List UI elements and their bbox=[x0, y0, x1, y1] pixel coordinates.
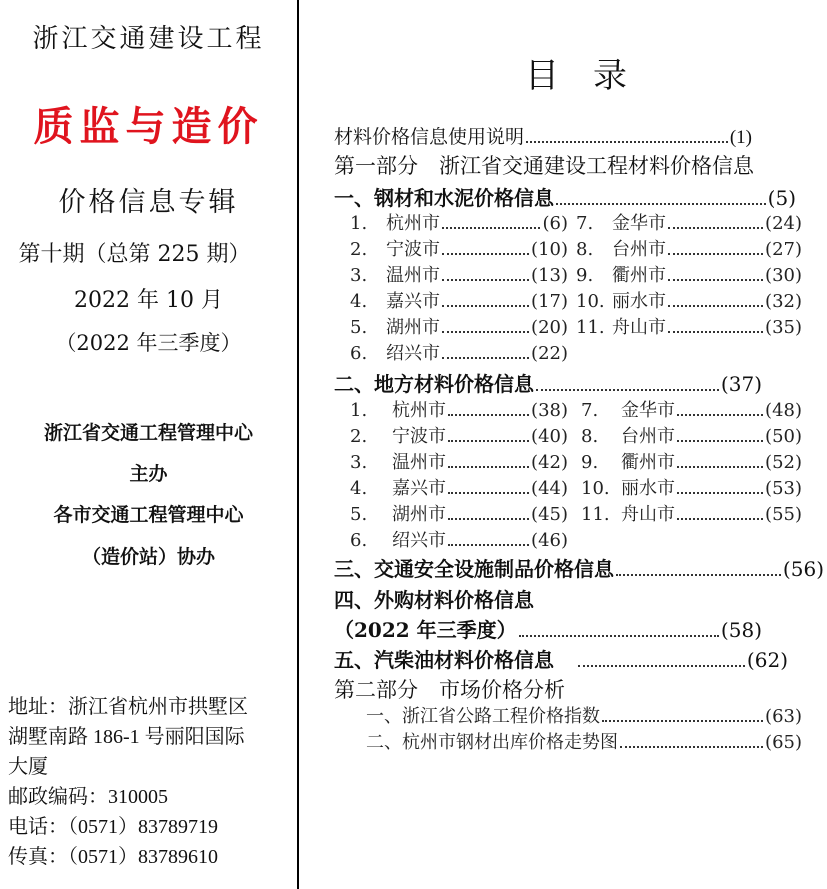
toc-page: ( 35 ) bbox=[765, 317, 802, 338]
toc-label: 五、汽柴油材料价格信息 bbox=[334, 648, 554, 672]
leader-dots bbox=[536, 389, 719, 391]
leader-dots bbox=[668, 253, 763, 255]
toc-page: ( 37 ) bbox=[721, 372, 762, 396]
toc-entry[interactable] bbox=[366, 728, 802, 754]
toc-part-heading: 第一部分 浙江省交通建设工程材料价格信息 bbox=[334, 154, 754, 178]
toc-page: ( 45 ) bbox=[531, 504, 568, 525]
cover-title: 质监与造价 bbox=[33, 103, 264, 150]
toc-label: 温州市 bbox=[386, 265, 440, 286]
toc-item-number: 1. bbox=[350, 400, 368, 421]
toc-item-number: 10. bbox=[581, 478, 610, 499]
co-host-org: 各市交通工程管理中心 bbox=[53, 504, 244, 526]
toc-label: 衢州市 bbox=[612, 265, 666, 286]
toc-item-number: 6. bbox=[350, 530, 368, 551]
toc-item-number: 5. bbox=[350, 317, 368, 338]
toc-entry[interactable] bbox=[334, 614, 762, 643]
leader-dots bbox=[677, 518, 763, 520]
toc-page: ( 58 ) bbox=[721, 618, 762, 642]
toc-page: ( 42 ) bbox=[531, 452, 568, 473]
toc-page: ( 38 ) bbox=[531, 400, 568, 421]
toc-label: 温州市 bbox=[392, 452, 446, 473]
address-line: 湖墅南路 186-1 号丽阳国际 bbox=[8, 726, 245, 748]
toc-item-number: 7. bbox=[581, 400, 599, 421]
issue-number: 第十期（总第 225 期） bbox=[18, 242, 251, 267]
toc-city-entry[interactable] bbox=[350, 261, 568, 287]
toc-city-entry[interactable] bbox=[581, 396, 802, 422]
toc-label: 衢州市 bbox=[621, 452, 675, 473]
toc-label: 杭州市 bbox=[386, 213, 440, 234]
toc-label: 嘉兴市 bbox=[392, 478, 446, 499]
toc-page: ( 6 ) bbox=[542, 213, 568, 234]
toc-label: 一、钢材和水泥价格信息 bbox=[334, 186, 554, 210]
toc-city-entry[interactable] bbox=[576, 209, 802, 235]
leader-dots bbox=[448, 440, 529, 442]
toc-label: 丽水市 bbox=[612, 291, 666, 312]
leader-dots bbox=[448, 466, 529, 468]
toc-label: 绍兴市 bbox=[386, 343, 440, 364]
leader-dots bbox=[448, 492, 529, 494]
toc-city-entry[interactable] bbox=[576, 235, 802, 261]
toc-item-number: 4. bbox=[350, 291, 368, 312]
toc-part-heading: 第二部分 市场价格分析 bbox=[334, 678, 565, 702]
leader-dots bbox=[668, 227, 763, 229]
toc-item-number: 7. bbox=[576, 213, 594, 234]
leader-dots bbox=[616, 574, 781, 576]
journal-line: 浙江交通建设工程 bbox=[32, 24, 265, 54]
toc-label: 台州市 bbox=[621, 426, 675, 447]
toc-city-entry[interactable] bbox=[576, 261, 802, 287]
toc-page: ( 56 ) bbox=[783, 557, 824, 581]
toc-entry[interactable] bbox=[334, 644, 788, 673]
toc-city-entry[interactable] bbox=[350, 209, 568, 235]
fax: 传真：（0571）83789610 bbox=[8, 846, 218, 868]
leader-dots bbox=[668, 331, 763, 333]
leader-dots bbox=[668, 279, 763, 281]
toc-item-number: 8. bbox=[576, 239, 594, 260]
leader-dots bbox=[556, 203, 766, 205]
leader-dots bbox=[677, 440, 763, 442]
toc-label: 绍兴市 bbox=[392, 530, 446, 551]
column-divider bbox=[297, 0, 299, 889]
toc-label: 二、地方材料价格信息 bbox=[334, 372, 534, 396]
leader-dots bbox=[448, 414, 529, 416]
toc-city-entry[interactable] bbox=[350, 339, 568, 365]
leader-dots bbox=[442, 253, 529, 255]
toc-label: 宁波市 bbox=[392, 426, 446, 447]
toc-page: ( 48 ) bbox=[765, 400, 802, 421]
toc-label: 四、外购材料价格信息 bbox=[334, 588, 534, 612]
toc-page: ( 40 ) bbox=[531, 426, 568, 447]
leader-dots bbox=[442, 305, 529, 307]
toc-page: ( 1 ) bbox=[730, 127, 752, 149]
toc-item-number: 1. bbox=[350, 213, 368, 234]
toc-item-number: 11. bbox=[576, 317, 605, 338]
toc-label: 二、杭州市钢材出库价格走势图 bbox=[366, 732, 618, 753]
toc-heading: 目 录 bbox=[525, 56, 627, 96]
leader-dots bbox=[677, 466, 763, 468]
toc-entry[interactable] bbox=[366, 702, 802, 728]
toc-page: ( 24 ) bbox=[765, 213, 802, 234]
toc-label: 金华市 bbox=[621, 400, 675, 421]
host-org: 浙江省交通工程管理中心 bbox=[43, 422, 253, 444]
toc-city-entry[interactable] bbox=[581, 448, 802, 474]
toc-page: ( 32 ) bbox=[765, 291, 802, 312]
toc-city-entry[interactable] bbox=[350, 235, 568, 261]
toc-label: 材料价格信息使用说明 bbox=[334, 126, 525, 148]
leader-dots bbox=[442, 331, 529, 333]
toc-label: 杭州市 bbox=[392, 400, 446, 421]
toc-page: ( 44 ) bbox=[531, 478, 568, 499]
toc-city-entry[interactable] bbox=[350, 422, 568, 448]
toc-city-entry[interactable] bbox=[350, 448, 568, 474]
toc-label: 三、交通安全设施制品价格信息 bbox=[334, 557, 614, 581]
toc-label: 湖州市 bbox=[392, 504, 446, 525]
toc-item-number: 2. bbox=[350, 426, 368, 447]
leader-dots bbox=[578, 665, 745, 667]
cover-subtitle: 价格信息专辑 bbox=[58, 187, 239, 218]
leader-dots bbox=[668, 305, 763, 307]
toc-page: ( 46 ) bbox=[531, 530, 568, 551]
toc-city-entry[interactable] bbox=[350, 396, 568, 422]
toc-item-number: 9. bbox=[576, 265, 594, 286]
toc-city-entry[interactable] bbox=[350, 287, 568, 313]
leader-dots bbox=[519, 635, 719, 637]
toc-item-number: 4. bbox=[350, 478, 368, 499]
toc-city-entry[interactable] bbox=[576, 287, 802, 313]
toc-item-number: 3. bbox=[350, 452, 368, 473]
toc-label: 宁波市 bbox=[386, 239, 440, 260]
leader-dots bbox=[526, 141, 728, 143]
toc-page: ( 30 ) bbox=[765, 265, 802, 286]
leader-dots bbox=[448, 518, 529, 520]
toc-entry[interactable] bbox=[334, 368, 762, 397]
toc-item-number: 11. bbox=[581, 504, 610, 525]
toc-page: ( 22 ) bbox=[531, 343, 568, 364]
leader-dots bbox=[677, 492, 763, 494]
toc-city-entry[interactable] bbox=[350, 474, 568, 500]
toc-label: 嘉兴市 bbox=[386, 291, 440, 312]
toc-city-entry[interactable] bbox=[581, 422, 802, 448]
leader-dots bbox=[442, 279, 529, 281]
toc-page: ( 65 ) bbox=[765, 732, 802, 753]
toc-city-entry[interactable] bbox=[581, 500, 802, 526]
toc-city-entry[interactable] bbox=[581, 474, 802, 500]
leader-dots bbox=[442, 357, 529, 359]
toc-page: ( 13 ) bbox=[531, 265, 568, 286]
toc-city-entry[interactable] bbox=[350, 313, 568, 339]
toc-page: ( 50 ) bbox=[765, 426, 802, 447]
toc-page: ( 20 ) bbox=[531, 317, 568, 338]
phone: 电话：（0571）83789719 bbox=[8, 816, 218, 838]
toc-label: 湖州市 bbox=[386, 317, 440, 338]
toc-city-entry[interactable] bbox=[350, 500, 568, 526]
toc-page: ( 5 ) bbox=[768, 186, 796, 210]
toc-entry[interactable] bbox=[334, 122, 752, 149]
leader-dots bbox=[677, 414, 763, 416]
toc-page: ( 27 ) bbox=[765, 239, 802, 260]
address-line: 大厦 bbox=[8, 756, 48, 778]
leader-dots bbox=[448, 544, 529, 546]
toc-item-number: 8. bbox=[581, 426, 599, 447]
leader-dots bbox=[602, 720, 763, 722]
toc-label: 舟山市 bbox=[621, 504, 675, 525]
toc-label: 舟山市 bbox=[612, 317, 666, 338]
host-role: 主办 bbox=[129, 463, 168, 485]
toc-item-number: 3. bbox=[350, 265, 368, 286]
address-line: 地址：浙江省杭州市拱墅区 bbox=[8, 696, 248, 718]
toc-item-number: 6. bbox=[350, 343, 368, 364]
toc-page: ( 62 ) bbox=[747, 648, 788, 672]
toc-label: （2022 年三季度） bbox=[334, 618, 517, 642]
toc-item-number: 10. bbox=[576, 291, 605, 312]
toc-item-number: 5. bbox=[350, 504, 368, 525]
postal-code: 邮政编码：310005 bbox=[8, 786, 168, 808]
toc-page: ( 63 ) bbox=[765, 706, 802, 727]
toc-label: 金华市 bbox=[612, 213, 666, 234]
toc-city-entry[interactable] bbox=[576, 313, 802, 339]
toc-label: 丽水市 bbox=[621, 478, 675, 499]
issue-date: 2022 年 10 月 bbox=[74, 288, 223, 313]
toc-item-number: 9. bbox=[581, 452, 599, 473]
toc-page: ( 17 ) bbox=[531, 291, 568, 312]
toc-page: ( 55 ) bbox=[765, 504, 802, 525]
toc-label: 台州市 bbox=[612, 239, 666, 260]
leader-dots bbox=[442, 227, 540, 229]
toc-page: ( 52 ) bbox=[765, 452, 802, 473]
toc-page: ( 10 ) bbox=[531, 239, 568, 260]
toc-city-entry[interactable] bbox=[350, 526, 568, 552]
issue-quarter: （2022 年三季度） bbox=[55, 331, 242, 355]
leader-dots bbox=[620, 746, 763, 748]
toc-entry[interactable] bbox=[334, 182, 796, 211]
toc-page: ( 53 ) bbox=[765, 478, 802, 499]
toc-item-number: 2. bbox=[350, 239, 368, 260]
co-host-role: （造价站）协办 bbox=[81, 546, 215, 568]
toc-entry[interactable] bbox=[334, 553, 824, 582]
toc-label: 一、浙江省公路工程价格指数 bbox=[366, 706, 600, 727]
